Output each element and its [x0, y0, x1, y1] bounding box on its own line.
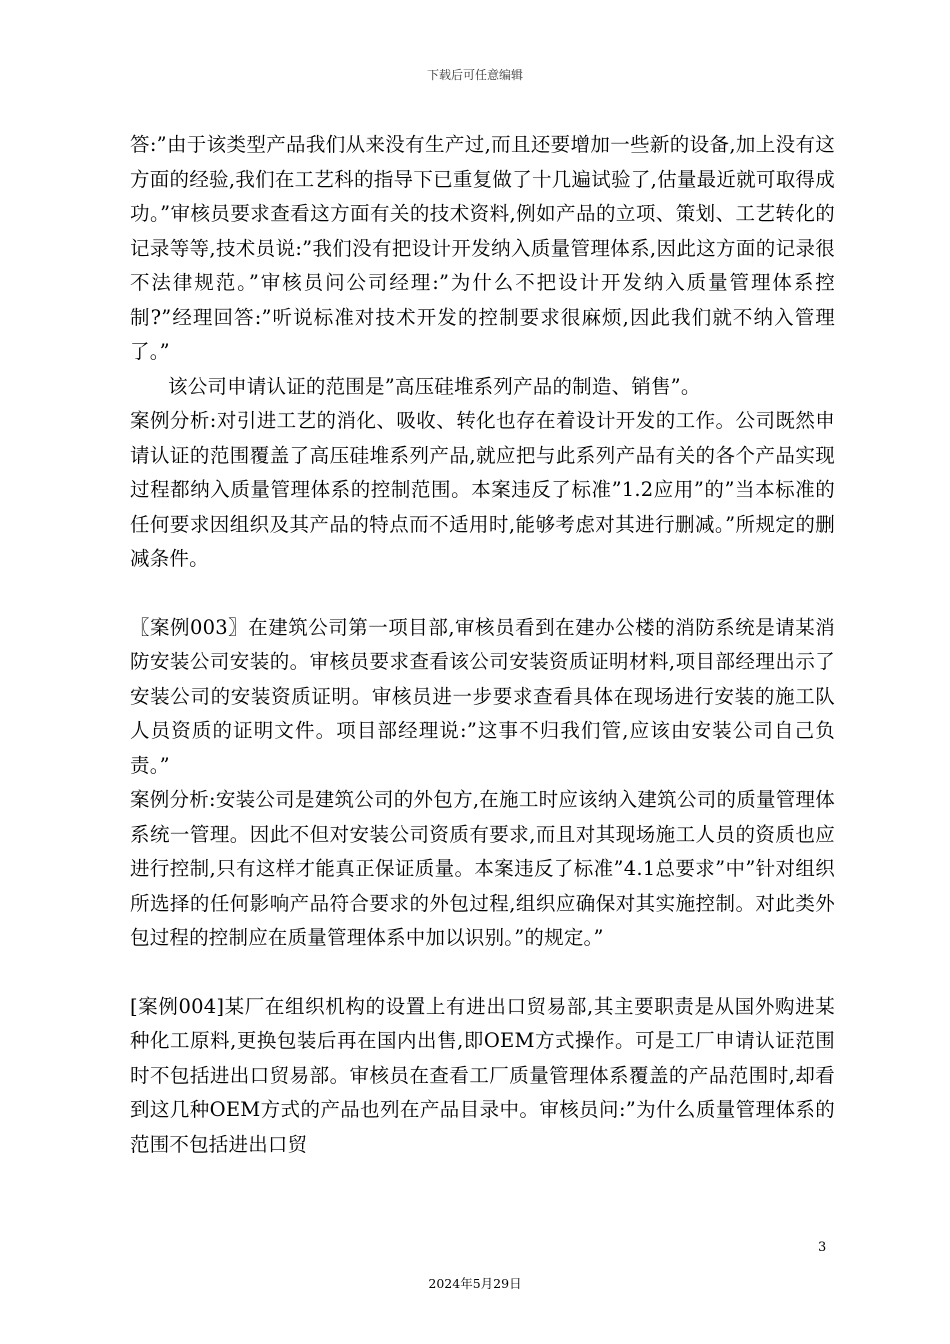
footer-date: 2024年5月29日 [428, 1276, 522, 1291]
header-note: 下载后可任意编辑 [426, 68, 523, 82]
paragraph-case-analysis-2: 案例分析:安装公司是建筑公司的外包方,在施工时应该纳入建筑公司的质量管理体系统一管理。因此不但对安装公司资质有要求,而且对其现场施工人员的资质也应进行控制,只有这样才能真正保证质量。本案违反了标准”4.1总要求”中”针对组织所选择的任何影响产品符合要求的外包过程,组织应确保对其实施控制。对此类外包过程的控制应在质量管理体系中加以识别。”的规定。” [130, 788, 835, 949]
page-number: 3 [818, 1240, 827, 1255]
document-body [130, 128, 835, 1162]
paragraph-case-003: 〖案例003〗在建筑公司第一项目部,审核员看到在建办公楼的消防系统是请某消防安装公司安装的。审核员要求查看该公司安装资质证明材料,项目部经理出示了安装公司的安装资质证明。审核员进一步要求查看具体在现场进行安装的施工队人员资质的证明文件。项目部经理说:”这事不归我们管,应该由安装公司自己负责。” [130, 615, 835, 777]
paragraph-certification-scope: 该公司申请认证的范围是”高压硅堆系列产品的制造、销售”。 [168, 374, 701, 398]
paragraph-qa-dialogue: 答:”由于该类型产品我们从来没有生产过,而且还要增加一些新的设备,加上没有这方面的经验,我们在工艺科的指导下已重复做了十几遍试验了,估量最近就可取得成功。”审核员要求查看这方面有关的技术资料,例如产品的立项、策划、工艺转化的记录等等,技术员说:”我们没有把设计开发纳入质量管理体系,因此这方面的记录很不法律规范。”审核员问公司经理:”为什么不把设计开发纳入质量管理体系控制?”经理回答:”听说标准对技术开发的控制要求很麻烦,因此我们就不纳入管理了。” [130, 133, 835, 363]
paragraph-case-004: [案例004]某厂在组织机构的设置上有进出口贸易部,其主要职责是从国外购进某种化工原料,更换包装后再在国内出售,即OEM方式操作。可是工厂申请认证范围时不包括进出口贸易部。审核员在查看工厂质量管理体系覆盖的产品范围时,却看到这几种OEM方式的产品也列在产品目录中。审核员问:”为什么质量管理体系的范围不包括进出口贸 [130, 994, 835, 1156]
paragraph-case-analysis-1: 案例分析:对引进工艺的消化、吸收、转化也存在着设计开发的工作。公司既然申请认证的范围覆盖了高压硅堆系列产品,就应把与此系列产品有关的各个产品实现过程都纳入质量管理体系的控制范围。本案违反了标准”1.2应用”的”当本标准的任何要求因组织及其产品的特点而不适用时,能够考虑对其进行删减。”所规定的删减条件。 [130, 409, 835, 570]
